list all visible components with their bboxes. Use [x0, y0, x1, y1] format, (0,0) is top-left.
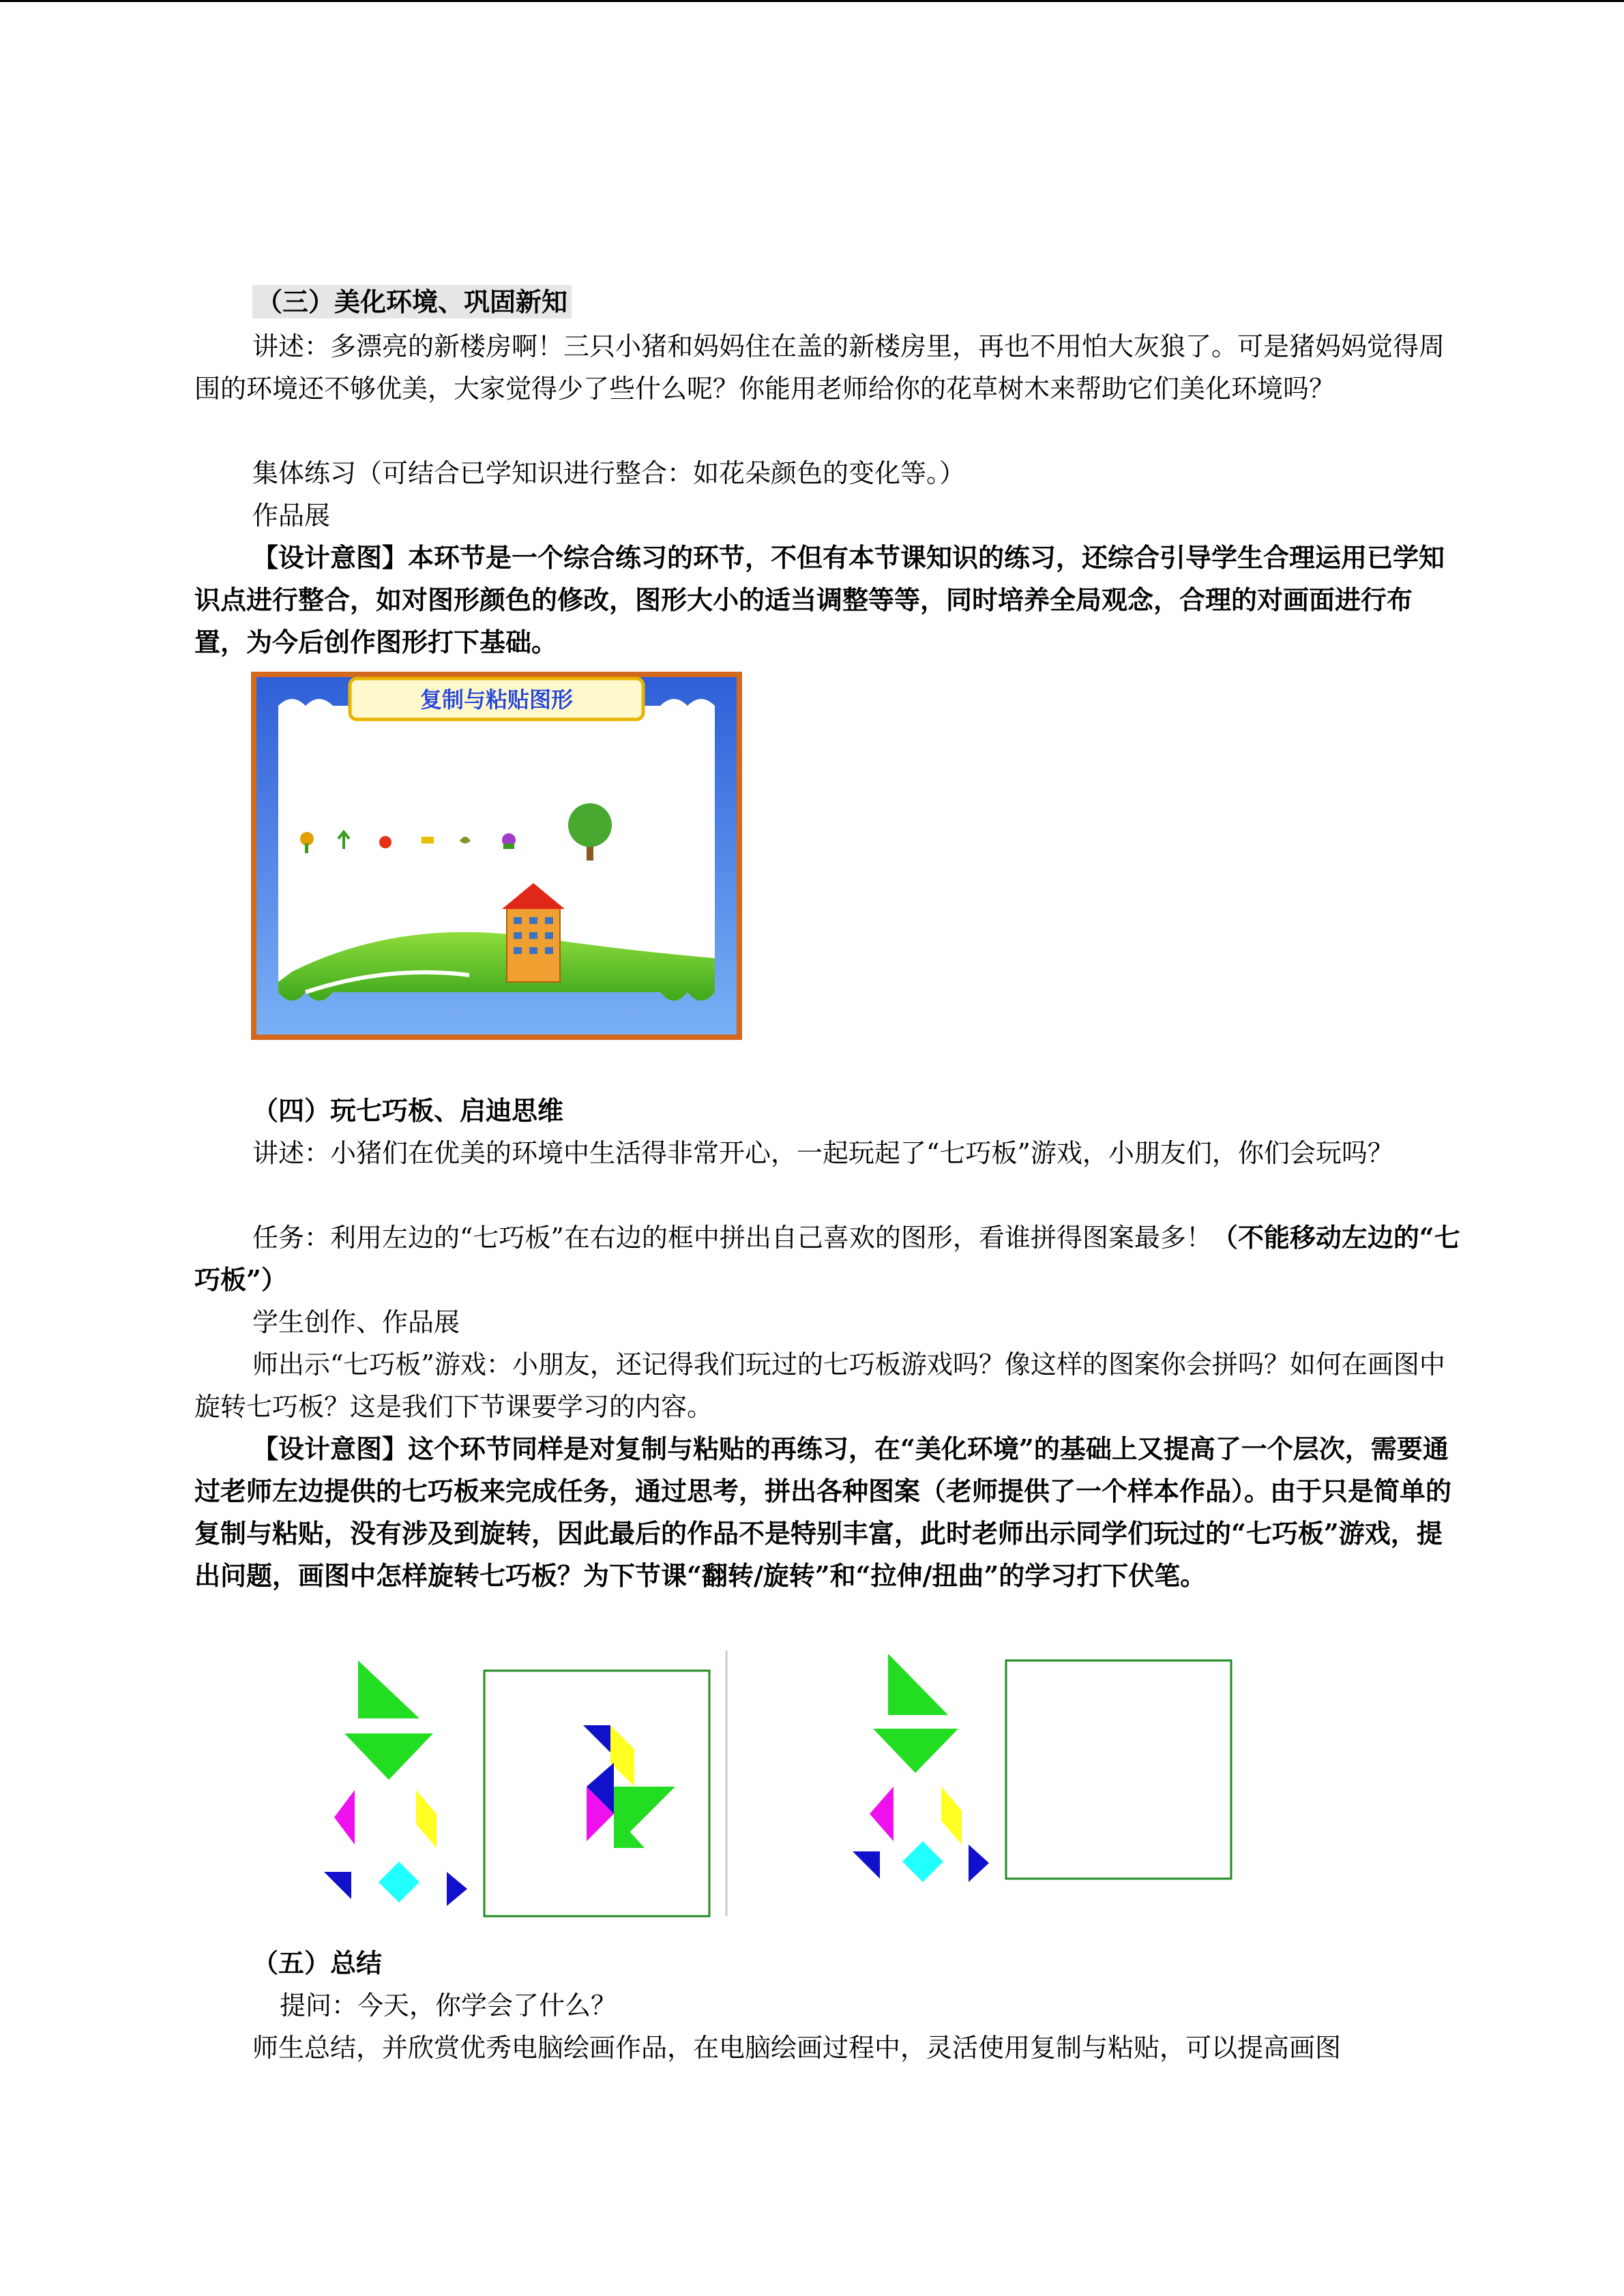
- page-top-border: [0, 0, 1624, 2]
- design-text: 这个环节同样是对复制与粘贴的再练习，在“美化环境”的基础上又提高了一个层次，需要通过老师左边提供的七巧板来完成任务，通过思考，拼出各种图案（老师提供了一个样本作品）。由于只是简单的复制与粘贴，没有涉及到旋转，因此最后的作品不是特别丰富，此时老师出示同学们玩过的“七巧板”游戏，提出问题，画图中怎样旋转七巧板？为下节课“翻转/旋转”和“拉伸/扭曲”的学习打下伏笔。: [194, 1433, 1452, 1591]
- section4-design-intent: [194, 1428, 1463, 1597]
- section3-heading: （三）美化环境、巩固新知: [252, 281, 572, 323]
- design-label: 【设计意图】: [252, 1433, 409, 1464]
- section4-heading: （四）玩七巧板、启迪思维: [252, 1095, 564, 1126]
- design-label: 【设计意图】: [252, 542, 409, 573]
- section5-question: 提问：今天，你学会了什么？: [280, 1991, 617, 2021]
- tangram-pieces-right: [853, 1654, 989, 1882]
- tangram-pieces-left: [324, 1660, 467, 1906]
- section5-heading: （五）总结: [252, 1948, 383, 1978]
- tangram-illustration: [314, 1650, 1241, 1923]
- section3-practice: 集体练习（可结合已学知识进行整合：如花朵颜色的变化等。）: [252, 458, 966, 488]
- copy-paste-illustration: [251, 672, 742, 1040]
- section3-design-intent: [194, 537, 1463, 664]
- empty-work-frame: [1006, 1660, 1231, 1879]
- section4-task: [194, 1217, 1463, 1301]
- tangram-sample-shape: [583, 1725, 675, 1848]
- section3-show: 作品展: [252, 501, 331, 531]
- task-prefix: 任务：利用左边的“七巧板”在右边的框中拼出自己喜欢的图形，看谁拼得图案最多！: [252, 1223, 1212, 1253]
- section5-summary: 师生总结，并欣赏优秀电脑绘画作品，在电脑绘画过程中，灵活使用复制与粘贴，可以提高画图: [252, 2033, 1342, 2063]
- section4-create: 学生创作、作品展: [252, 1307, 460, 1337]
- design-text: 本环节是一个综合练习的环节，不但有本节课知识的练习，还综合引导学生合理运用已学知识点进行整合，如对图形颜色的修改，图形大小的适当调整等等，同时培养全局观念，合理的对画面进行布置，为今后创作图形打下基础。: [194, 542, 1445, 657]
- task-bold: （不能移动左边的“七巧板”）: [194, 1222, 1460, 1295]
- section4-teacher: 师出示“七巧板”游戏：小朋友，还记得我们玩过的七巧板游戏吗？像这样的图案你会拼吗？如何在画图中旋转七巧板？这是我们下节课要学习的内容。: [194, 1350, 1445, 1422]
- image-title: 复制与粘贴图形: [419, 687, 574, 713]
- section4-narration: 讲述：小猪们在优美的环境中生活得非常开心，一起玩起了“七巧板”游戏，小朋友们，你们会玩吗？: [252, 1138, 1393, 1168]
- section3-narration: 讲述：多漂亮的新楼房啊！三只小猪和妈妈住在盖的新楼房里，再也不用怕大灰狼了。可是猪妈妈觉得周围的环境还不够优美，大家觉得少了些什么呢？你能用老师给你的花草树木来帮助它们美化环境吗？: [194, 331, 1445, 404]
